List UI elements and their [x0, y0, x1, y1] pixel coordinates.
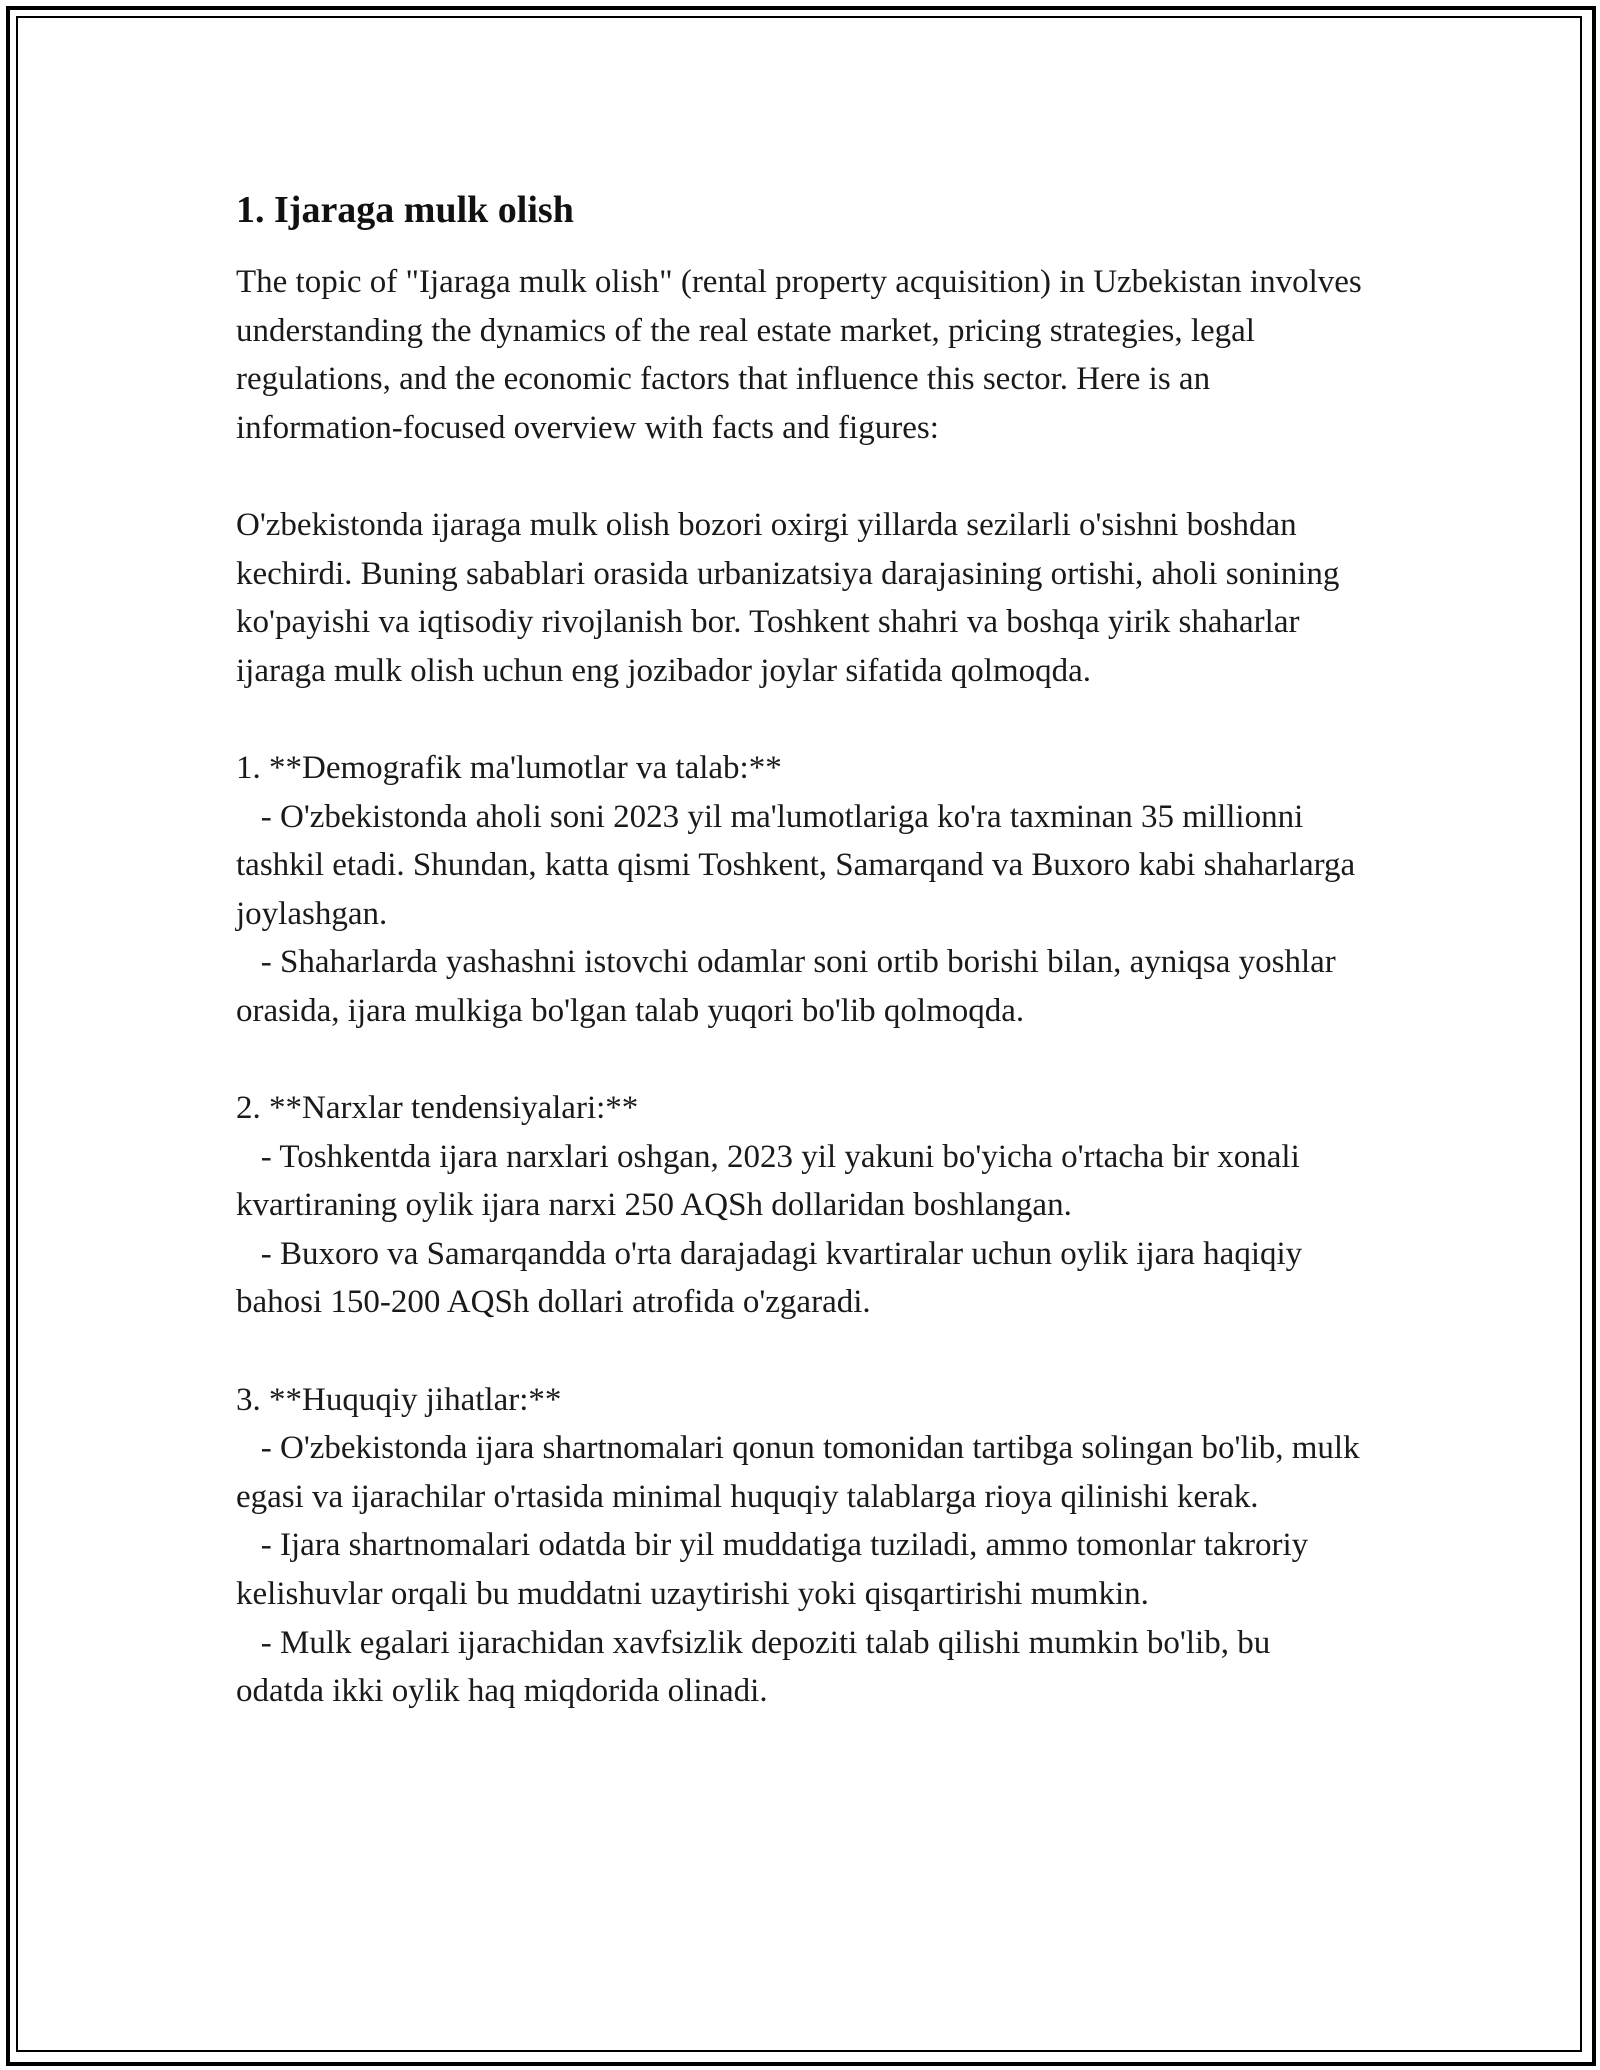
list-item: - Toshkentda ijara narxlari oshgan, 2023 yil yakuni bo'yicha o'rtacha bir xonali kvartiraning oylik ijara narxi 250 AQSh dollaridan boshlangan. [236, 1138, 1309, 1224]
document-title: 1. Ijaraga mulk olish [236, 189, 574, 231]
list-item: - Ijara shartnomalari odatda bir yil muddatiga tuziladi, ammo tomonlar takroriy kelishuvlar orqali bu muddatni uzaytirishi yoki qisqartirishi mumkin. [236, 1527, 1317, 1613]
spacer [236, 695, 1366, 744]
section-heading: 3. **Huquqiy jihatlar:** [236, 1381, 562, 1418]
section-price-trends [236, 1084, 1366, 1327]
section-heading: 2. **Narxlar tendensiyalari:** [236, 1090, 639, 1127]
spacer [236, 1036, 1366, 1085]
section-demographics [236, 744, 1366, 1036]
list-item: - Mulk egalari ijarachidan xavfsizlik depoziti talab qilishi mumkin bo'lib, bu odatda ikki oylik haq miqdorida olinadi. [236, 1624, 1279, 1710]
overview-paragraph: O'zbekistonda ijaraga mulk olish bozori oxirgi yillarda sezilarli o'sishni boshdan kechirdi. Buning sabablari orasida urbanizatsiya darajasining ortishi, aholi sonining ko'payishi va iqtisodiy rivojlanish bor. Toshkent shahri va boshqa yirik shaharlar ijaraga mulk olish uchun eng jozibador joylar sifatida qolmoqda. [236, 506, 1348, 689]
section-heading: 1. **Demografik ma'lumotlar va talab:** [236, 749, 782, 786]
spacer [236, 1327, 1366, 1376]
document-body [236, 186, 1370, 1716]
list-item: - O'zbekistonda aholi soni 2023 yil ma'lumotlariga ko'ra taxminan 35 millionni tashkil etadi. Shundan, katta qismi Toshkent, Samarqand va Buxoro kabi shaharlarga joylashgan. [236, 798, 1364, 932]
list-item: - Shaharlarda yashashni istovchi odamlar soni ortib borishi bilan, ayniqsa yoshlar orasida, ijara mulkiga bo'lgan talab yuqori bo'lib qolmoqda. [236, 944, 1345, 1029]
list-item: - Buxoro va Samarqandda o'rta darajadagi kvartiralar uchun oylik ijara haqiqiy bahosi 150-200 AQSh dollari atrofida o'zgaradi. [236, 1235, 1311, 1321]
section-legal-aspects [236, 1376, 1366, 1716]
intro-paragraph: The topic of "Ijaraga mulk olish" (rental property acquisition) in Uzbekistan involves understanding the dynamics of the real estate market, pricing strategies, legal regulations, and the economic factors that influence this sector. Here is an information-focused overview with facts and figures: [236, 264, 1370, 446]
spacer [236, 452, 1366, 501]
list-item: - O'zbekistonda ijara shartnomalari qonun tomonidan tartibga solingan bo'lib, mulk egasi va ijarachilar o'rtasida minimal huquqiy talablarga rioya qilinishi kerak. [236, 1430, 1368, 1515]
